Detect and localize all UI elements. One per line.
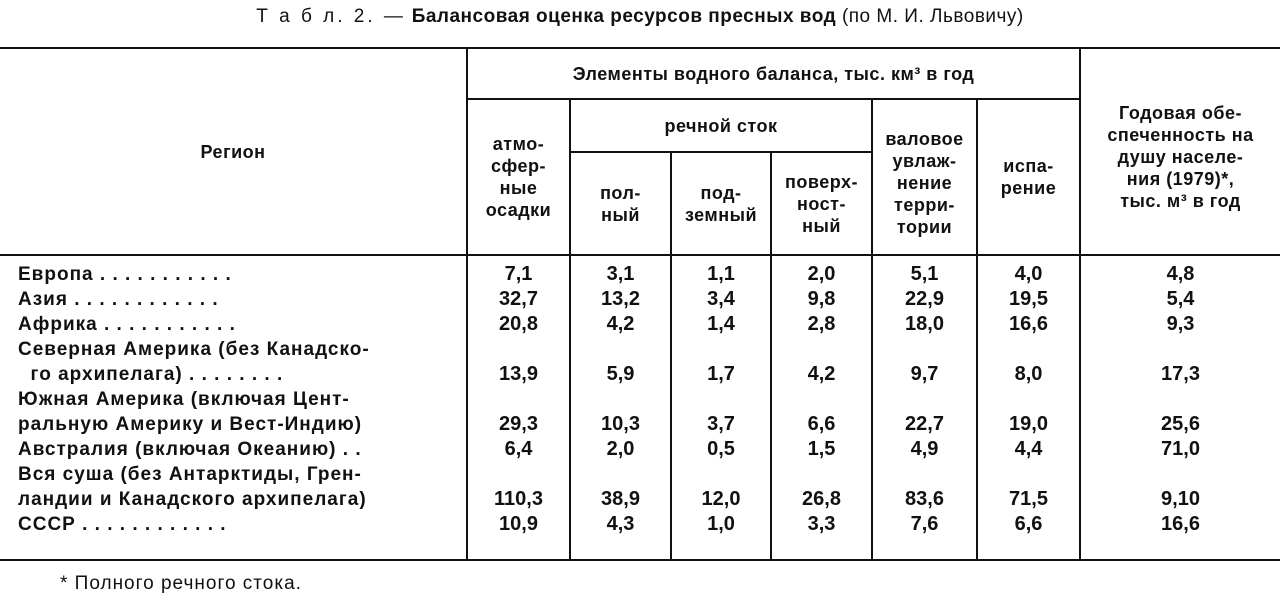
header-gross-moistening: валовое увлаж- нение терри- тории — [885, 129, 964, 237]
row-value: 3,3 — [807, 513, 836, 535]
row-value: 1,1 — [707, 263, 735, 285]
row-value: 10,9 — [499, 513, 538, 535]
row-value: 6,4 — [504, 438, 533, 460]
table-author: (по М. И. Львовичу) — [841, 6, 1024, 27]
row-value: 13,9 — [499, 363, 538, 385]
row-value: 19,5 — [1009, 288, 1048, 310]
row-region-label: Северная Америка (без Канадско- го архипелага) . . . . . . . . — [18, 339, 370, 385]
row-value: 10,3 — [601, 413, 640, 435]
row-value: 5,9 — [606, 363, 635, 385]
row-region-label: Австралия (включая Океанию) . . — [18, 439, 362, 460]
row-value: 3,7 — [707, 413, 735, 435]
row-value: 1,0 — [707, 513, 735, 535]
header-underground-runoff: под- земный — [684, 182, 758, 225]
row-value: 3,4 — [707, 288, 735, 310]
row-value: 22,7 — [905, 413, 944, 435]
header-evaporation: испа- рение — [1000, 156, 1057, 198]
row-region-label: Вся суша (без Антарктиды, Грен- ландии и Канадского архипелага) — [18, 464, 367, 510]
row-value: 22,9 — [905, 288, 944, 310]
header-annual-supply: Годовая обе- спеченность на душу населе- ния (1979)*, тыс. м³ в год — [1107, 102, 1254, 211]
row-region-label: Африка . . . . . . . . . . . — [18, 314, 236, 335]
row-value: 4,2 — [606, 313, 635, 335]
row-value: 8,0 — [1014, 363, 1043, 385]
row-value: 110,3 — [494, 488, 543, 510]
header-precipitation: атмо- сфер- ные осадки — [485, 134, 552, 220]
row-value: 12,0 — [701, 488, 741, 510]
row-value: 4,8 — [1166, 263, 1195, 285]
header-river-runoff: речной сток — [664, 115, 778, 136]
row-value: 9,10 — [1161, 488, 1200, 510]
row-value: 29,3 — [499, 413, 538, 435]
row-region-label: Южная Америка (включая Цент- ральную Америку и Вест-Индию) — [18, 389, 363, 435]
row-value: 4,0 — [1014, 263, 1043, 285]
table-label: Т а б л. 2. — — [256, 6, 406, 27]
row-region-label: Европа . . . . . . . . . . . — [18, 264, 232, 285]
row-value: 16,6 — [1161, 513, 1200, 535]
row-value: 4,2 — [807, 363, 836, 385]
footnote: * Полного речного стока. — [60, 573, 302, 594]
row-value: 18,0 — [905, 313, 944, 335]
bottom-rule — [0, 559, 1280, 561]
row-value: 32,7 — [499, 288, 538, 310]
header-surface-runoff: поверх- ност- ный — [785, 171, 858, 236]
row-value: 20,8 — [499, 313, 538, 335]
row-value: 6,6 — [807, 413, 836, 435]
header-bottom-rule — [0, 254, 1280, 256]
header-water-balance: Элементы водного баланса, тыс. км³ в год — [572, 63, 975, 84]
row-value: 4,9 — [910, 438, 939, 460]
row-value: 3,1 — [606, 263, 635, 285]
row-value: 17,3 — [1161, 363, 1200, 385]
row-value: 25,6 — [1161, 413, 1200, 435]
row-value: 26,8 — [802, 488, 841, 510]
header-region: Регион — [200, 141, 266, 162]
row-value: 7,1 — [504, 263, 533, 285]
row-value: 6,6 — [1014, 513, 1043, 535]
row-value: 9,3 — [1166, 313, 1195, 335]
row-value: 2,0 — [807, 263, 836, 285]
row-value: 1,4 — [707, 313, 735, 335]
row-value: 7,6 — [910, 513, 939, 535]
row-value: 71,0 — [1161, 438, 1200, 460]
row-value: 9,7 — [910, 363, 939, 385]
row-value: 13,2 — [601, 288, 640, 310]
row-value: 4,3 — [606, 513, 635, 535]
row-value: 71,5 — [1009, 488, 1048, 510]
row-value: 0,5 — [707, 438, 735, 460]
row-value: 2,0 — [606, 438, 635, 460]
table-title: Балансовая оценка ресурсов пресных вод — [411, 6, 837, 27]
row-value: 2,8 — [807, 313, 836, 335]
row-value: 9,8 — [807, 288, 836, 310]
row-value: 1,7 — [707, 363, 735, 385]
row-value: 38,9 — [601, 488, 640, 510]
row-value: 1,5 — [807, 438, 836, 460]
row-region-label: Азия . . . . . . . . . . . . — [18, 289, 219, 310]
row-value: 19,0 — [1009, 413, 1048, 435]
row-value: 16,6 — [1009, 313, 1048, 335]
table-caption — [0, 6, 1280, 28]
row-value: 5,1 — [910, 263, 939, 285]
row-value: 83,6 — [905, 488, 944, 510]
row-region-label: СССР . . . . . . . . . . . . — [18, 514, 227, 535]
row-value: 5,4 — [1166, 288, 1195, 310]
header-full-runoff: пол- ный — [600, 182, 641, 225]
row-value: 4,4 — [1014, 438, 1043, 460]
